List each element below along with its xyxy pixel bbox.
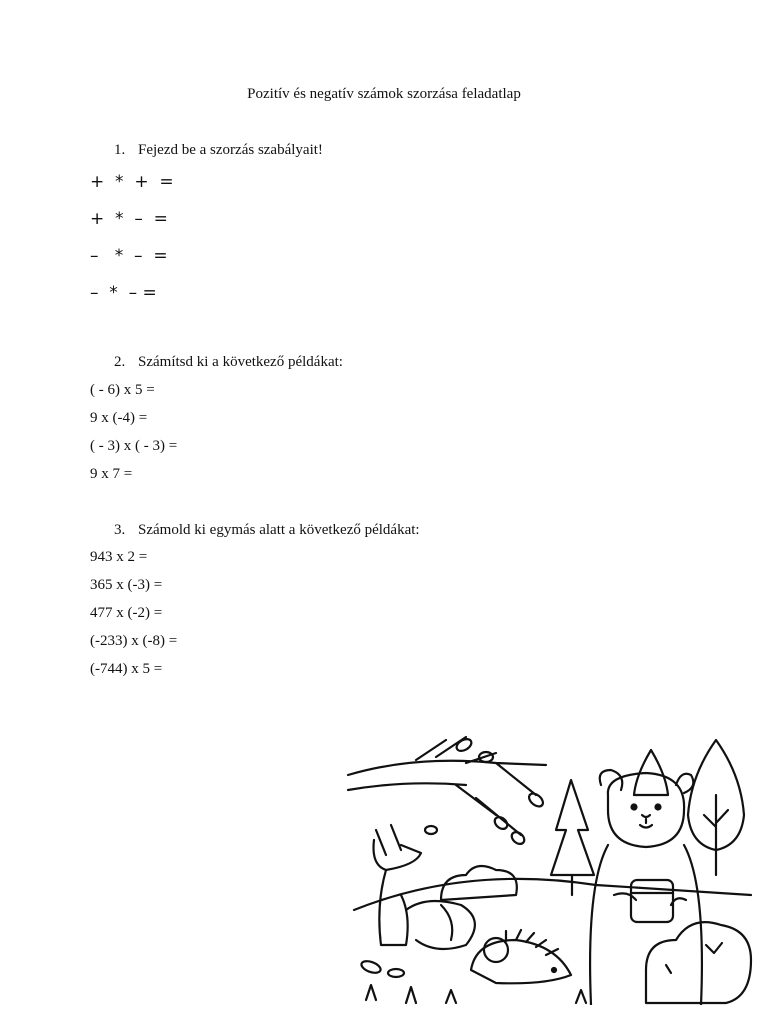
exercise-3-2: 365 x (-3) = [90,577,163,593]
pine-tree [551,780,594,895]
rule-item-2: + * – = [90,209,168,229]
section-1-heading [114,142,323,159]
exercise-2-3: ( - 3) x ( - 3) = [90,438,178,454]
page-title: Pozitív és negatív számok szorzása feladatlap [247,86,521,102]
exercise-3-3: 477 x (-2) = [90,605,163,621]
exercise-3-5: (-744) x 5 = [90,661,163,677]
section-1-number: 1. [114,142,126,158]
section-3-heading [114,522,420,539]
rule-item-1: + * + = [90,172,174,192]
grass [366,985,586,1003]
fox-body [379,870,407,945]
section-3-title: Számold ki egymás alatt a következő példákat: [138,522,420,538]
hedgehog [471,940,571,983]
section-3-number: 3. [114,522,126,538]
exercise-3-1: 943 x 2 = [90,549,148,565]
exercise-3-4: (-233) x (-8) = [90,633,178,649]
fox-head [374,825,422,870]
honey-jar [631,880,673,922]
right-tree [688,740,744,875]
bush [646,922,751,1003]
exercise-2-2: 9 x (-4) = [90,410,148,426]
branch-lines [348,737,546,835]
rule-item-4: – * – = [90,283,157,303]
section-2-number: 2. [114,354,126,370]
forest-animals-coloring-icon [346,735,756,1005]
rule-item-3: – * – = [90,246,168,266]
section-2-title: Számítsd ki a következő példákat: [138,354,343,370]
bear-head [608,773,684,847]
fox-tail [406,901,475,949]
exercise-2-4: 9 x 7 = [90,466,133,482]
exercise-2-1: ( - 6) x 5 = [90,382,155,398]
section-1-title: Fejezd be a szorzás szabályait! [138,142,323,158]
section-2-heading [114,354,343,371]
